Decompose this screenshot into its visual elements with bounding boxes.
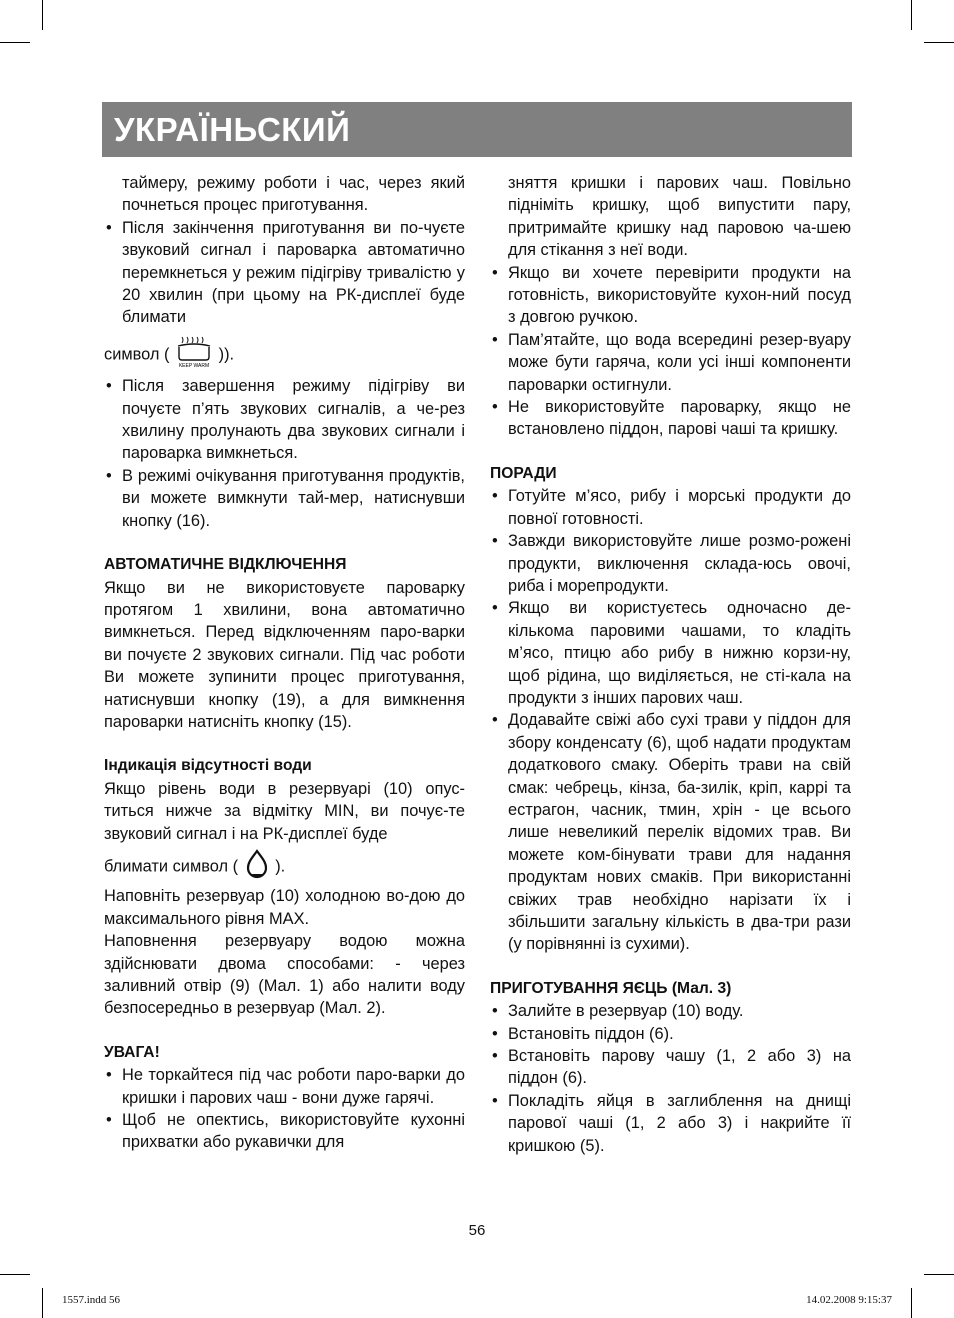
paragraph: Якщо рівень води в резервуарі (10) опус-титься нижче за відмітку MIN, ви почує-те звуковий сигнал і на РК-дисплеї буде [104,779,465,843]
paragraph [104,335,465,375]
list-item-text: Готуйте м’ясо, рибу і морські продукти до повної готовності. [508,487,851,528]
list-item-text: Після завершення режиму підігріву ви почуєте п’ять звукових сигналів, а че-рез хвилину пролунають два звукових сигнали і пароварка вимкнеться. [122,377,465,463]
text: )). [218,345,235,364]
crop-mark [911,0,912,30]
paragraph: Наповнення резервуару водою можна здійснювати двома способами: - через заливний отвір (9) (Мал. 1) або налити воду безпосередньо в резервуар (Мал. 2). [104,932,465,1018]
bullet-dot: • [106,218,112,237]
list-item [490,329,851,396]
list-item [490,530,851,597]
list-item [104,375,465,465]
list-item-text: В режимі очікування приготування продуктів, ви можете вимкнути тай-мер, натиснувши кнопку (16). [122,466,465,530]
list-item [490,262,851,329]
list-item [490,709,851,955]
list-item-text: Щоб не опектись, використовуйте кухонні прихватки або рукавички для [122,1111,465,1152]
list-item-text: Завжди використовуйте лише розмо-рожені продукти, виключення склада-юсь овочі, риба і морепродукти. [508,532,851,595]
paragraph: Якщо ви не використовуєте пароварку протягом 1 хвилини, вона автоматично вимкнеться. Перед відключенням паро-варки ви почуєте 2 звукових сигнали. Під час роботи Ви можете зупинити процес приготування, натиснувши кнопку (19), а для вимкнення пароварки натисніть кнопку (15). [104,578,465,731]
text: блимати символ ( [104,857,239,876]
list-item-text: Залийте в резервуар (10) воду. [508,1002,744,1021]
bullet-dot: • [492,711,498,730]
footer-file: 1557.indd 56 [62,1294,121,1306]
list-item-text: Якщо ви хочете перевірити продукти на готовність, використовуйте кухон-ний посуд з довгою ручкою. [508,263,851,327]
keep-warm-icon [174,335,214,375]
list-item-text: Не використовуйте пароварку, якщо не встановлено піддон, парові чаші та кришку. [508,398,851,439]
list-item [490,1000,851,1022]
list-item [104,1064,465,1109]
crop-mark [0,42,30,43]
list-item-text: Встановіть парову чашу (1, 2 або 3) на піддон (6). [508,1047,851,1088]
list-item [490,1045,851,1090]
bullet-dot: • [492,398,498,417]
bullet-dot: • [106,377,112,396]
crop-mark [42,1288,43,1318]
crop-mark [0,1274,30,1275]
section-heading: ПОРАДИ [490,464,557,482]
list-item [104,465,465,532]
bullet-dot: • [492,330,498,349]
paragraph: таймеру, режиму роботи і час, через який почнеться процес приготування. [122,174,465,215]
paragraph: зняття кришки і парових чаш. Повільно підніміть кришку, щоб випустити пару, притримайте кришку над паровою ча-шею для стікання з неї води. [508,174,851,260]
list-item-text: Додавайте свіжі або сухі трави у піддон для збору конденсату (6), щоб надати продуктам додаткового смаку. Оберіть трави на свій смак: чебрець, кінза, ба-зилік, кріп, каррі та естрагон, часник, тмин, хрін - це всього лише невеликий перелік відомих трав. Ви можете ком-бінувати трави для надання продуктам нових смаків. При використанні свіжих трав необхідно нарізати їх і збільшити загальну кількість в два-три рази (у порівнянні із сухими). [508,711,851,954]
bullet-dot: • [106,466,112,485]
list-item-text: Якщо ви користуєтесь одночасно де-кількома паровими чашами, то кладіть м’ясо, птицю або рибу в нижню корзи-ну, щоб рідина, що виділяється, не сті-кала на продукти з інших парових чаш. [508,599,851,707]
crop-mark [924,1274,954,1275]
bullet-dot: • [106,1066,112,1085]
list-item [490,1023,851,1045]
list-item-text: Після закінчення приготування ви по-чуєте звуковий сигнал і пароварка автоматично перемкнеться у режим підігріву тривалістю у 20 хвилин (при цьому на РК-дисплеї буде блимати [122,218,465,327]
list-item-text: Не торкайтеся під час роботи паро-варки до кришки і парових чаш - вони дуже гарячі. [122,1066,465,1107]
section-heading: УВАГА! [104,1043,160,1061]
keep-warm-label: KEEP WARM [178,362,210,369]
bullet-dot: • [492,1002,498,1021]
list-item [490,396,851,441]
paragraph [104,849,465,885]
bullet-dot: • [492,599,498,618]
text: ). [275,857,286,876]
section-header [102,102,852,157]
section-heading: АВТОМАТИЧНЕ ВІДКЛЮЧЕННЯ [104,556,347,574]
bullet-dot: • [492,487,498,506]
bullet-dot: • [492,1091,498,1110]
crop-mark [924,42,954,43]
list-item-text: Пам’ятайте, що вода всередині резер-вуару може бути гаряча, коли усі інші компоненти пароварки остигнули. [508,330,851,394]
list-item [490,597,851,709]
right-column [490,172,851,1157]
section-heading: ПРИГОТУВАННЯ ЯЄЦЬ (Мал. 3) [490,979,732,997]
list-item-text: Встановіть піддон (6). [508,1024,674,1043]
section-heading: Індикація відсутності води [104,757,312,775]
list-item [490,1090,851,1157]
bullet-dot: • [492,1024,498,1043]
crop-mark [911,1288,912,1318]
paragraph: Наповніть резервуар (10) холодною во-дою до максимального рівня MAX. [104,887,465,928]
bullet-dot: • [492,263,498,282]
list-item [490,485,851,530]
list-item [104,217,465,329]
text: символ ( [104,345,170,364]
page-title: УКРАЇНЬСКИЙ [114,111,351,148]
page-number: 56 [468,1222,486,1239]
bullet-dot: • [492,532,498,551]
bullet-dot: • [106,1111,112,1130]
bullet-dot: • [492,1047,498,1066]
footer-datetime: 14.02.2008 9:15:37 [806,1294,892,1306]
crop-mark [42,0,43,30]
left-column [104,172,465,1154]
list-item-text: Покладіть яйця в заглиблення на днищі парової чаші (1, 2 або 3) і накрийте її кришкою (5). [508,1091,851,1155]
water-drop-icon [243,849,271,885]
list-item [104,1109,465,1154]
